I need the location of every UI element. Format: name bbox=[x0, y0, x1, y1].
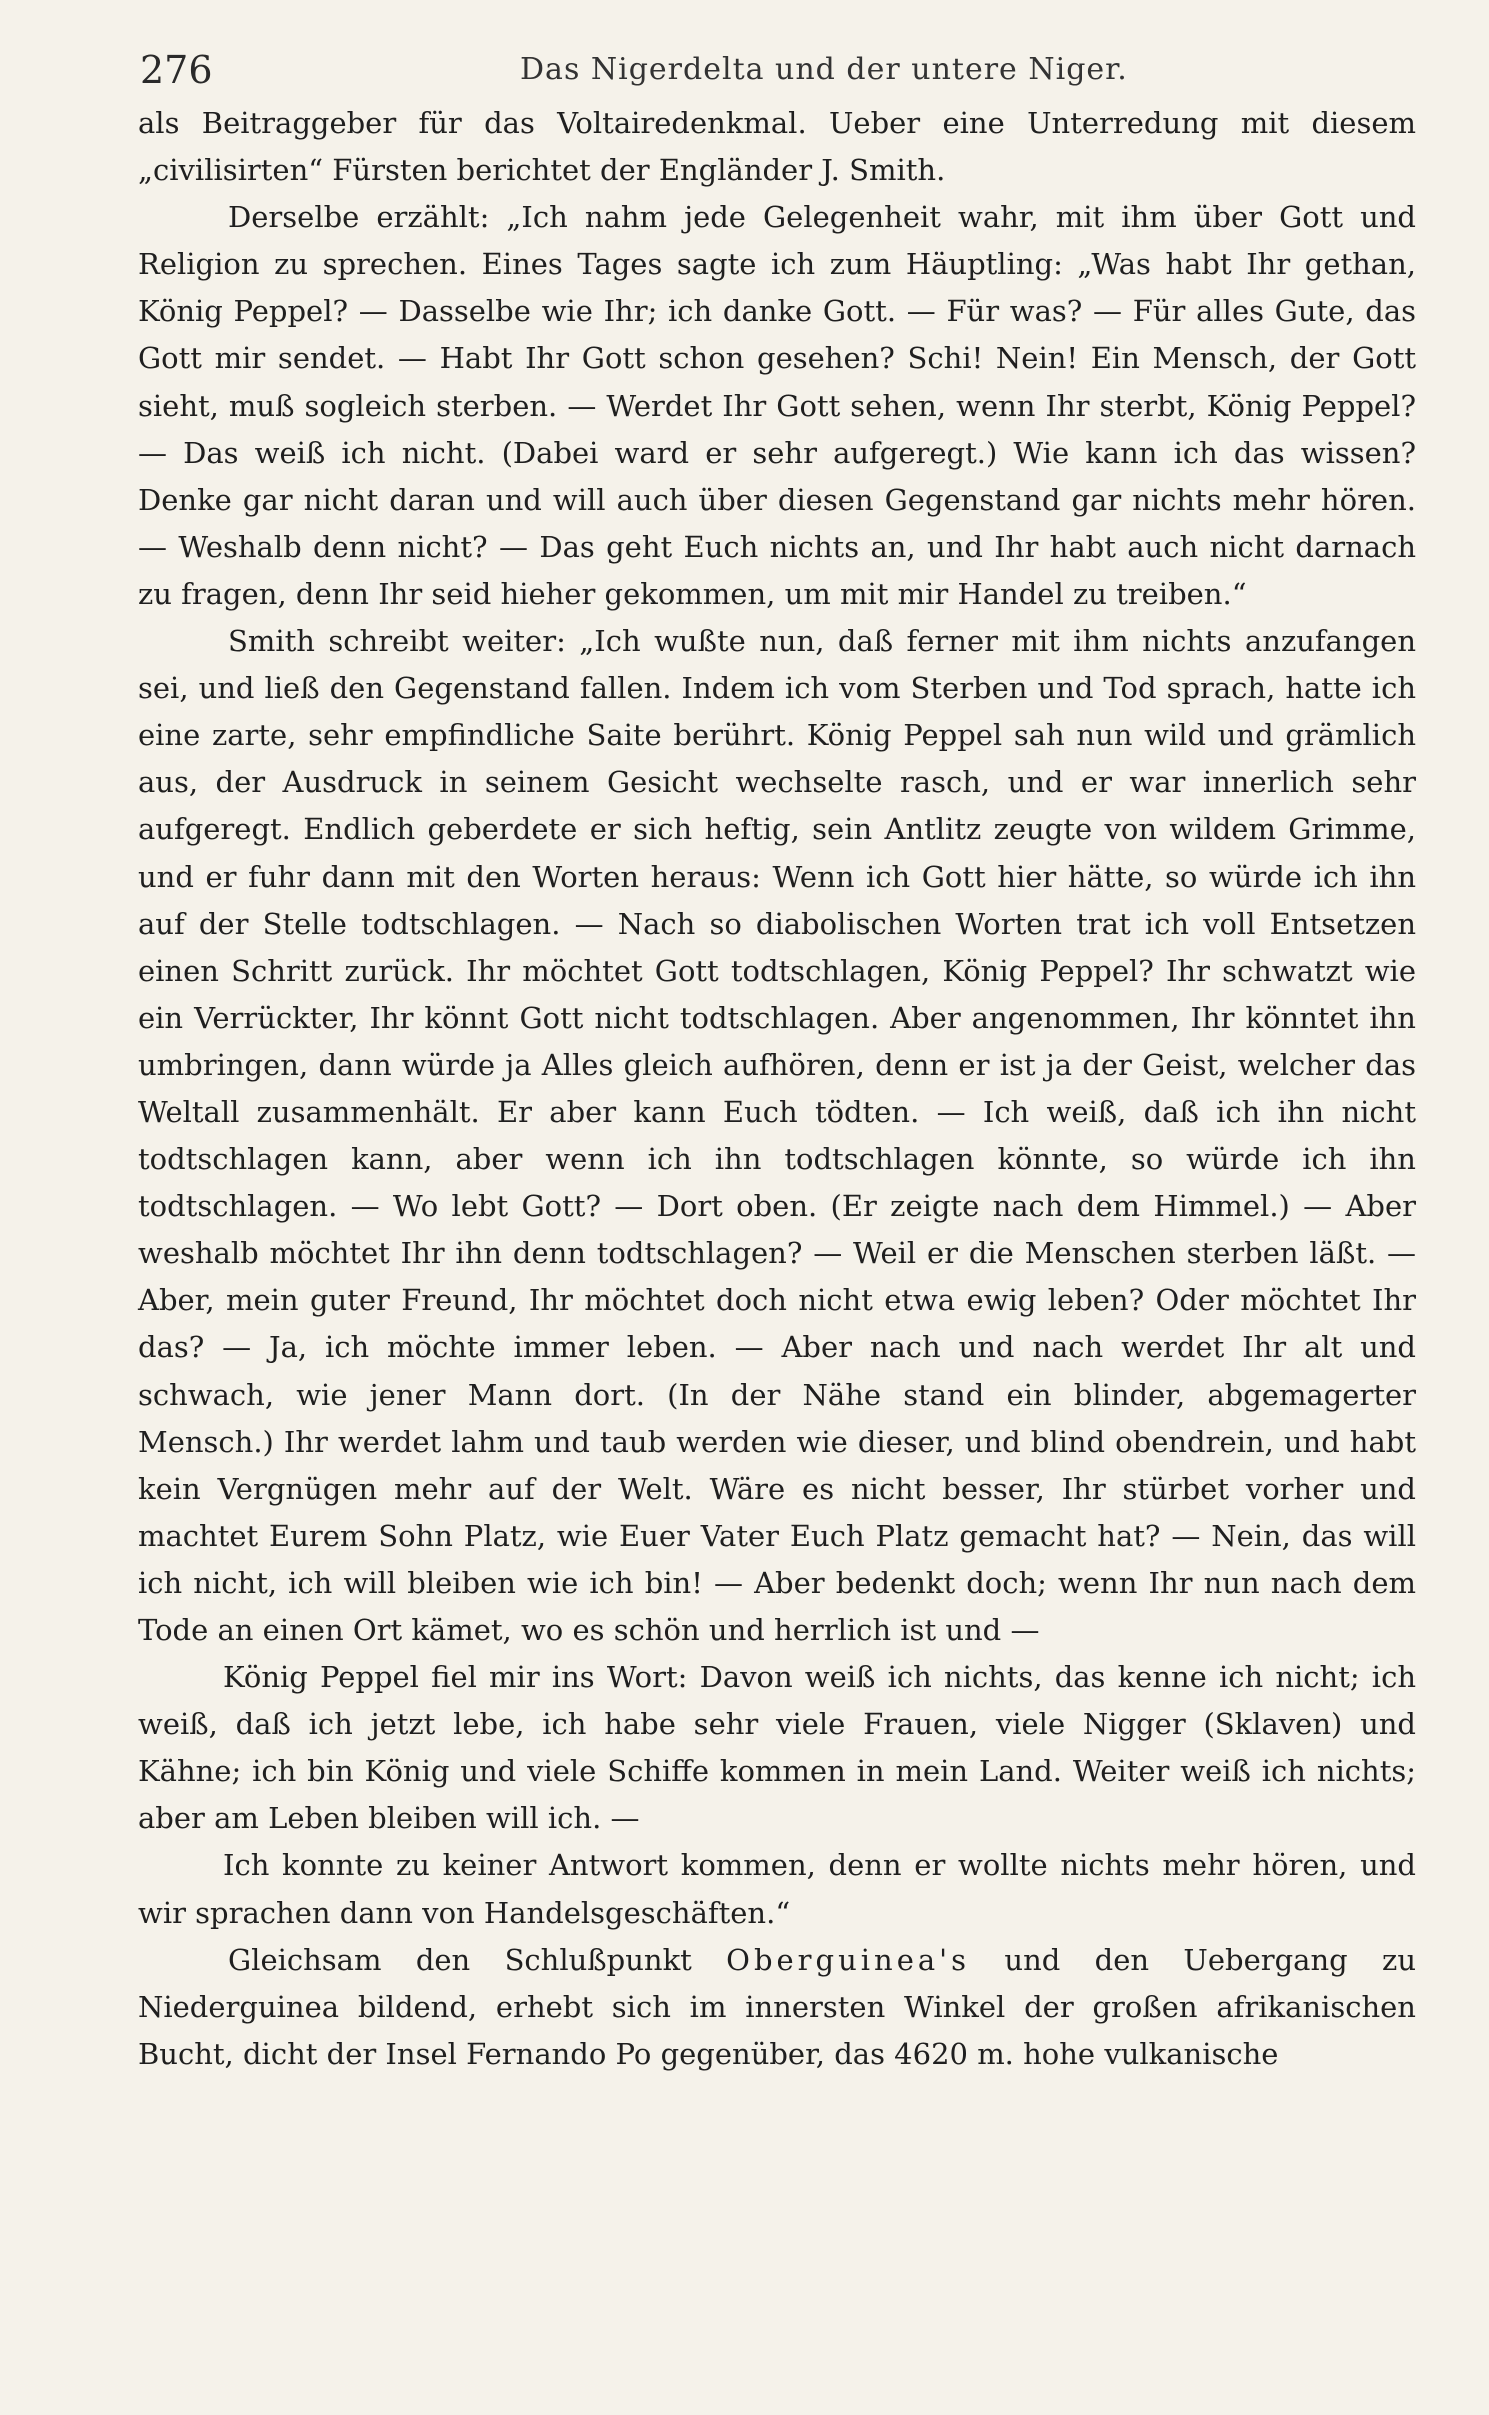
paragraph-6-spaced-term: Oberguinea's bbox=[726, 1942, 971, 1977]
page-header bbox=[140, 40, 1410, 100]
paragraph-3: Smith schreibt weiter: „Ich wußte nun, daß ferner mit ihm nichts anzufangen sei, und ließ den Gegenstand fallen. Indem ich vom Sterben und Tod sprach, hatte ich eine zarte, sehr empfindliche Saite berührt. König Peppel sah nun wild und grämlich aus, der Ausdruck in seinem Gesicht wechselte rasch, und er war innerlich sehr aufgeregt. Endlich geberdete er sich heftig, sein Antlitz zeugte von wildem Grimme, und er fuhr dann mit den Worten heraus: Wenn ich Gott hier hätte, so würde ich ihn auf der Stelle todtschlagen. — Nach so diabolischen Worten trat ich voll Entsetzen einen Schritt zurück. Ihr möchtet Gott todtschlagen, König Peppel? Ihr schwatzt wie ein Verrückter, Ihr könnt Gott nicht todtschlagen. Aber angenommen, Ihr könntet ihn umbringen, dann würde ja Alles gleich aufhören, denn er ist ja der Geist, welcher das Weltall zusammenhält. Er aber kann Euch tödten. — Ich weiß, daß ich ihn nicht todtschlagen kann, aber wenn ich ihn todtschlagen könnte, so würde ich ihn todtschlagen. — Wo lebt Gott? — Dort oben. (Er zeigte nach dem Himmel.) — Aber weshalb möchtet Ihr ihn denn todtschlagen? — Weil er die Menschen sterben läßt. — Aber, mein guter Freund, Ihr möchtet doch nicht etwa ewig leben? Oder möchtet Ihr das? — Ja, ich möchte immer leben. — Aber nach und nach werdet Ihr alt und schwach, wie jener Mann dort. (In der Nähe stand ein blinder, abgemagerter Mensch.) Ihr werdet lahm und taub werden wie dieser, und blind obendrein, und habt kein Vergnügen mehr auf der Welt. Wäre es nicht besser, Ihr stürbet vorher und machtet Eurem Sohn Platz, wie Euer Vater Euch Platz gemacht hat? — Nein, das will ich nicht, ich will bleiben wie ich bin! — Aber bedenkt doch; wenn Ihr nun nach dem Tode an einen Ort kämet, wo es schön und herrlich ist und — bbox=[138, 624, 1416, 1647]
paragraph-4: König Peppel fiel mir ins Wort: Davon weiß ich nichts, das kenne ich nicht; ich weiß, daß ich jetzt lebe, ich habe sehr viele Frauen, viele Nigger (Sklaven) und Kähne; ich bin König und viele Schiffe kommen in mein Land. Weiter weiß ich nichts; aber am Leben bleiben will ich. — bbox=[138, 1660, 1416, 1836]
running-head: Das Nigerdelta und der untere Niger. bbox=[520, 52, 1128, 87]
paragraph-1: als Beitraggeber für das Voltairedenkmal. Ueber eine Unterredung mit diesem „civilisirten“ Fürsten berichtet der Engländer J. Smith. bbox=[138, 106, 1416, 188]
page-number: 276 bbox=[140, 48, 213, 92]
paragraph-5: Ich konnte zu keiner Antwort kommen, denn er wollte nichts mehr hören, und wir sprachen dann von Handelsgeschäften.“ bbox=[138, 1848, 1416, 1930]
body-text bbox=[138, 100, 1416, 2078]
paragraph-6-start: Gleichsam den Schlußpunkt bbox=[228, 1942, 727, 1977]
paragraph-2: Derselbe erzählt: „Ich nahm jede Gelegenheit wahr, mit ihm über Gott und Religion zu sprechen. Eines Tages sagte ich zum Häuptling: „Was habt Ihr gethan, König Peppel? — Dasselbe wie Ihr; ich danke Gott. — Für was? — Für alles Gute, das Gott mir sendet. — Habt Ihr Gott schon gesehen? Schi! Nein! Ein Mensch, der Gott sieht, muß sogleich sterben. — Werdet Ihr Gott sehen, wenn Ihr sterbt, König Peppel? — Das weiß ich nicht. (Dabei ward er sehr aufgeregt.) Wie kann ich das wissen? Denke gar nicht daran und will auch über diesen Gegenstand gar nichts mehr hören. — Weshalb denn nicht? — Das geht Euch nichts an, und Ihr habt auch nicht darnach zu fragen, denn Ihr seid hieher gekommen, um mit mir Handel zu treiben.“ bbox=[138, 200, 1416, 611]
paragraph-6 bbox=[138, 1937, 1416, 2078]
paragraph-6-rest: und den Uebergang zu Niederguinea bildend, erhebt sich im innersten Winkel der großen afrikanischen Bucht, dicht der Insel Fernando Po gegenüber, das 4620 m. hohe vulkanische bbox=[138, 1942, 1417, 2071]
